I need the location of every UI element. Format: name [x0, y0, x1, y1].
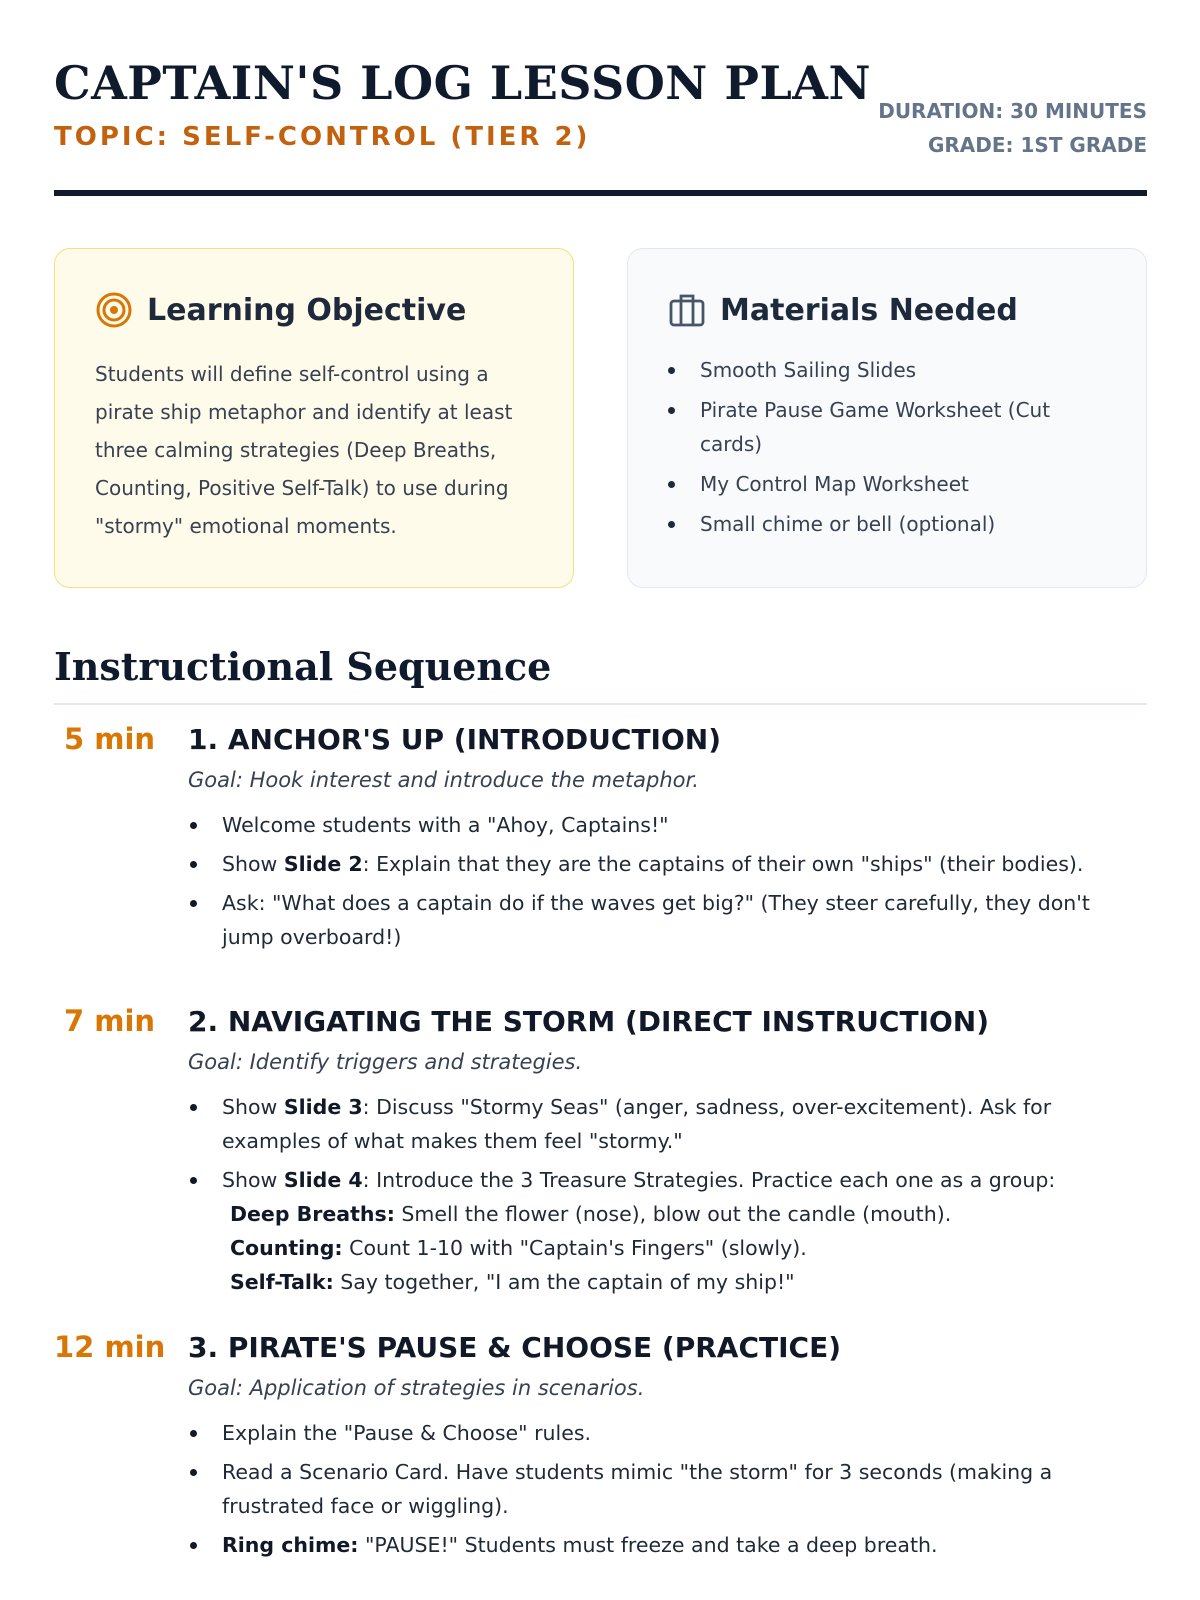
summary-cards — [54, 248, 1147, 588]
materials-heading: Materials Needed — [720, 292, 1018, 328]
step-time: 5 min — [64, 722, 156, 756]
step-bullets — [188, 1090, 1147, 1299]
step-bullets — [188, 808, 1147, 954]
bullet-text: : Discuss "Stormy Seas" (anger, sadness, over-excitement). Ask for examples of what makes them feel "stormy." — [222, 1095, 1052, 1153]
step-goal: Goal: Identify triggers and strategies. — [188, 1050, 583, 1074]
strategy-text: Say together, "I am the captain of my ship!" — [333, 1270, 795, 1294]
step-goal: Goal: Application of strategies in scenarios. — [188, 1376, 645, 1400]
bullet-text: Show — [222, 852, 284, 876]
step-bullet — [188, 1528, 1147, 1562]
step-heading: 3. PIRATE'S PAUSE & CHOOSE (PRACTICE) — [188, 1331, 841, 1364]
materials-list — [668, 353, 1106, 541]
step-time: 12 min — [54, 1330, 166, 1364]
bullet-text: Show — [222, 1095, 284, 1119]
strategy-self-talk — [222, 1265, 1147, 1299]
topic-subtitle: TOPIC: SELF-CONTROL (TIER 2) — [54, 122, 591, 152]
briefcase-icon — [668, 291, 706, 329]
page-title: CAPTAIN'S LOG LESSON PLAN — [54, 56, 872, 110]
material-item: Smooth Sailing Slides — [668, 353, 1106, 387]
bullet-text: Show — [222, 1168, 284, 1192]
step-bullet: Welcome students with a "Ahoy, Captains!" — [188, 808, 1147, 842]
grade-label: GRADE: 1ST GRADE — [927, 133, 1147, 157]
lesson-plan-page — [54, 0, 1147, 1557]
action-label: Ring chime: — [222, 1533, 359, 1557]
bullet-text: : Introduce the 3 Treasure Strategies. Practice each one as a group: — [362, 1168, 1056, 1192]
strategy-text: Count 1-10 with "Captain's Fingers" (slowly). — [342, 1236, 807, 1260]
strategy-text: Smell the flower (nose), blow out the candle (mouth). — [394, 1202, 952, 1226]
bullet-text: "PAUSE!" Students must freeze and take a deep breath. — [358, 1533, 938, 1557]
lesson-meta — [878, 94, 1147, 162]
step-bullet: Explain the "Pause & Choose" rules. — [188, 1416, 1147, 1450]
material-item: My Control Map Worksheet — [668, 467, 1106, 501]
step-heading: 2. NAVIGATING THE STORM (DIRECT INSTRUCTION) — [188, 1005, 990, 1038]
strategy-label: Self-Talk: — [230, 1270, 334, 1294]
slide-ref: Slide 2 — [283, 852, 363, 876]
objective-heading: Learning Objective — [147, 292, 467, 328]
step-body — [188, 1330, 1147, 1567]
target-icon — [95, 291, 133, 329]
header — [54, 0, 1147, 196]
duration-label: DURATION: 30 MINUTES — [878, 99, 1147, 123]
step-heading: 1. ANCHOR'S UP (INTRODUCTION) — [188, 723, 721, 756]
step-body — [188, 722, 1147, 959]
material-item: Pirate Pause Game Worksheet (Cut cards) — [668, 393, 1106, 461]
step-body — [188, 1004, 1147, 1304]
slide-ref: Slide 4 — [283, 1168, 363, 1192]
materials-card-header — [668, 287, 1106, 333]
strategy-label: Counting: — [230, 1236, 343, 1260]
step-bullets — [188, 1416, 1147, 1562]
step-bullet: Read a Scenario Card. Have students mimic "the storm" for 3 seconds (making a frustrated face or wiggling). — [188, 1455, 1147, 1523]
material-item: Small chime or bell (optional) — [668, 507, 1106, 541]
materials-card — [627, 248, 1147, 588]
objective-card-header — [95, 287, 533, 333]
step-bullet — [188, 1090, 1147, 1158]
strategy-counting — [222, 1231, 1147, 1265]
step-time: 7 min — [64, 1004, 156, 1038]
instructional-sequence-heading: Instructional Sequence — [54, 644, 1147, 705]
strategy-deep-breaths — [222, 1197, 1147, 1231]
step-bullet: Ask: "What does a captain do if the waves get big?" (They steer carefully, they don't jump overboard!) — [188, 886, 1147, 954]
bullet-text: : Explain that they are the captains of their own "ships" (their bodies). — [362, 852, 1084, 876]
learning-objective-card — [54, 248, 574, 588]
step-bullet — [188, 1163, 1147, 1299]
objective-text: Students will define self-control using a pirate ship metaphor and identify at least three calming strategies (Deep Breaths, Counting, Positive Self-Talk) to use during "stormy" emotional moments. — [95, 362, 513, 538]
strategy-label: Deep Breaths: — [230, 1202, 395, 1226]
slide-ref: Slide 3 — [283, 1095, 363, 1119]
step-goal: Goal: Hook interest and introduce the metaphor. — [188, 768, 699, 792]
step-bullet — [188, 847, 1147, 881]
